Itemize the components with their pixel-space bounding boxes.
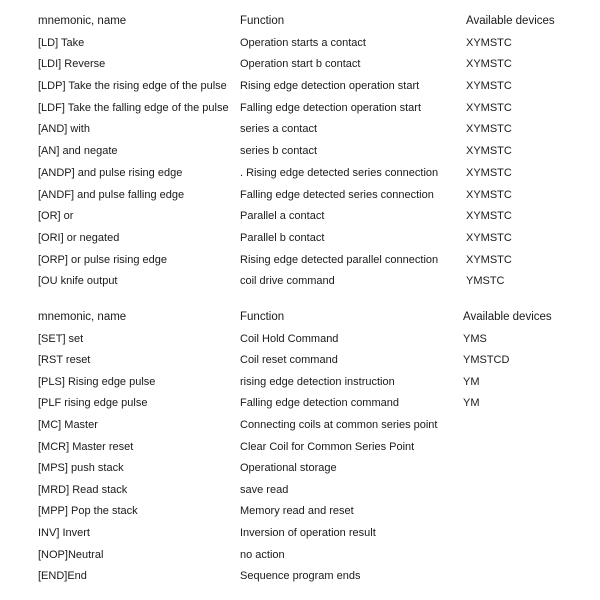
table-row [0, 271, 600, 293]
cell-function: Operational storage [240, 462, 337, 475]
cell-function: Falling edge detected series connection [240, 188, 434, 201]
cell-mnemonic: [AND] with [38, 123, 90, 136]
cell-function: rising edge detection instruction [240, 375, 395, 388]
cell-mnemonic: [AN] and negate [38, 145, 118, 158]
cell-mnemonic: [LDI] Reverse [38, 58, 106, 71]
table-row [0, 329, 600, 351]
table-body [0, 33, 600, 293]
cell-mnemonic: [ORP] or pulse rising edge [38, 253, 168, 266]
instruction-table-1 [0, 11, 600, 293]
table-row [0, 76, 600, 98]
cell-mnemonic: [MC] Master [38, 418, 98, 431]
table-row [0, 501, 600, 523]
table-row [0, 480, 600, 502]
cell-function: Rising edge detected parallel connection [240, 253, 439, 266]
table-row [0, 250, 600, 272]
cell-mnemonic: [ANDP] and pulse rising edge [38, 166, 183, 179]
cell-function: Coil Hold Command [240, 332, 339, 345]
cell-devices: XYMSTC [466, 166, 512, 179]
cell-mnemonic: [ANDF] and pulse falling edge [38, 188, 185, 201]
cell-mnemonic: [MCR] Master reset [38, 440, 134, 453]
cell-mnemonic: [MPP] Pop the stack [38, 505, 138, 518]
table-row [0, 372, 600, 394]
cell-mnemonic: [LDF] Take the falling edge of the pulse [38, 101, 229, 114]
table-header [0, 307, 600, 329]
table-row [0, 163, 600, 185]
header-function: Function [240, 15, 285, 27]
cell-function: Parallel a contact [240, 210, 325, 223]
table-row [0, 350, 600, 372]
table-row [0, 437, 600, 459]
cell-mnemonic: [ORI] or negated [38, 231, 120, 244]
table-body [0, 329, 600, 588]
cell-devices: XYMSTC [466, 36, 512, 49]
cell-devices: YMSTCD [463, 354, 510, 367]
table-row [0, 141, 600, 163]
header-mnemonic: mnemonic, name [38, 311, 127, 323]
cell-mnemonic: [PLF rising edge pulse [38, 397, 148, 410]
cell-function: series a contact [240, 123, 318, 136]
cell-devices: YM [463, 397, 480, 410]
cell-devices: YM [463, 375, 480, 388]
cell-devices: XYMSTC [466, 101, 512, 114]
header-mnemonic: mnemonic, name [38, 15, 127, 27]
cell-devices: YMSTC [466, 275, 505, 288]
cell-mnemonic: [NOP]Neutral [38, 548, 104, 561]
cell-devices: XYMSTC [466, 58, 512, 71]
cell-devices: XYMSTC [466, 210, 512, 223]
table-row [0, 119, 600, 141]
cell-devices: XYMSTC [466, 188, 512, 201]
cell-mnemonic: [MPS] push stack [38, 462, 124, 475]
cell-mnemonic: [MRD] Read stack [38, 483, 128, 496]
cell-function: . Rising edge detected series connection [240, 166, 439, 179]
cell-mnemonic: [PLS] Rising edge pulse [38, 375, 156, 388]
table-row [0, 393, 600, 415]
cell-function: Falling edge detection command [240, 397, 399, 410]
cell-function: Clear Coil for Common Series Point [240, 440, 415, 453]
cell-function: coil drive command [240, 275, 335, 288]
cell-function: Operation starts a contact [240, 36, 366, 49]
table-row [0, 545, 600, 567]
cell-devices: XYMSTC [466, 123, 512, 136]
cell-devices: XYMSTC [466, 253, 512, 266]
cell-mnemonic: [SET] set [38, 332, 84, 345]
cell-function: no action [240, 548, 285, 561]
cell-function: Connecting coils at common series point [240, 418, 438, 431]
cell-mnemonic: INV] Invert [38, 526, 90, 539]
table-row [0, 458, 600, 480]
cell-function: Operation start b contact [240, 58, 361, 71]
table-header [0, 11, 600, 33]
table-row [0, 566, 600, 588]
table-row [0, 54, 600, 76]
cell-function: Sequence program ends [240, 570, 361, 583]
cell-mnemonic: [LDP] Take the rising edge of the pulse [38, 80, 227, 93]
cell-function: Falling edge detection operation start [240, 101, 422, 114]
cell-mnemonic: [OR] or [38, 210, 74, 223]
header-devices: Available devices [463, 311, 552, 323]
cell-devices: XYMSTC [466, 231, 512, 244]
cell-function: Parallel b contact [240, 231, 325, 244]
cell-function: Memory read and reset [240, 505, 354, 518]
table-row [0, 206, 600, 228]
cell-devices: XYMSTC [466, 145, 512, 158]
instruction-table-2 [0, 307, 600, 588]
table-row [0, 185, 600, 207]
table-row [0, 415, 600, 437]
cell-mnemonic: [END]End [38, 570, 87, 583]
table-row [0, 228, 600, 250]
cell-function: Coil reset command [240, 354, 338, 367]
cell-devices: XYMSTC [466, 80, 512, 93]
cell-function: series b contact [240, 145, 318, 158]
cell-function: Inversion of operation result [240, 526, 376, 539]
table-row [0, 98, 600, 120]
table-row [0, 33, 600, 55]
table-row [0, 523, 600, 545]
cell-mnemonic: [OU knife output [38, 275, 118, 288]
cell-devices: YMS [463, 332, 487, 345]
cell-function: Rising edge detection operation start [240, 80, 420, 93]
cell-mnemonic: [RST reset [38, 354, 91, 367]
cell-function: save read [240, 483, 289, 496]
header-function: Function [240, 311, 285, 323]
header-devices: Available devices [466, 15, 555, 27]
cell-mnemonic: [LD] Take [38, 36, 85, 49]
